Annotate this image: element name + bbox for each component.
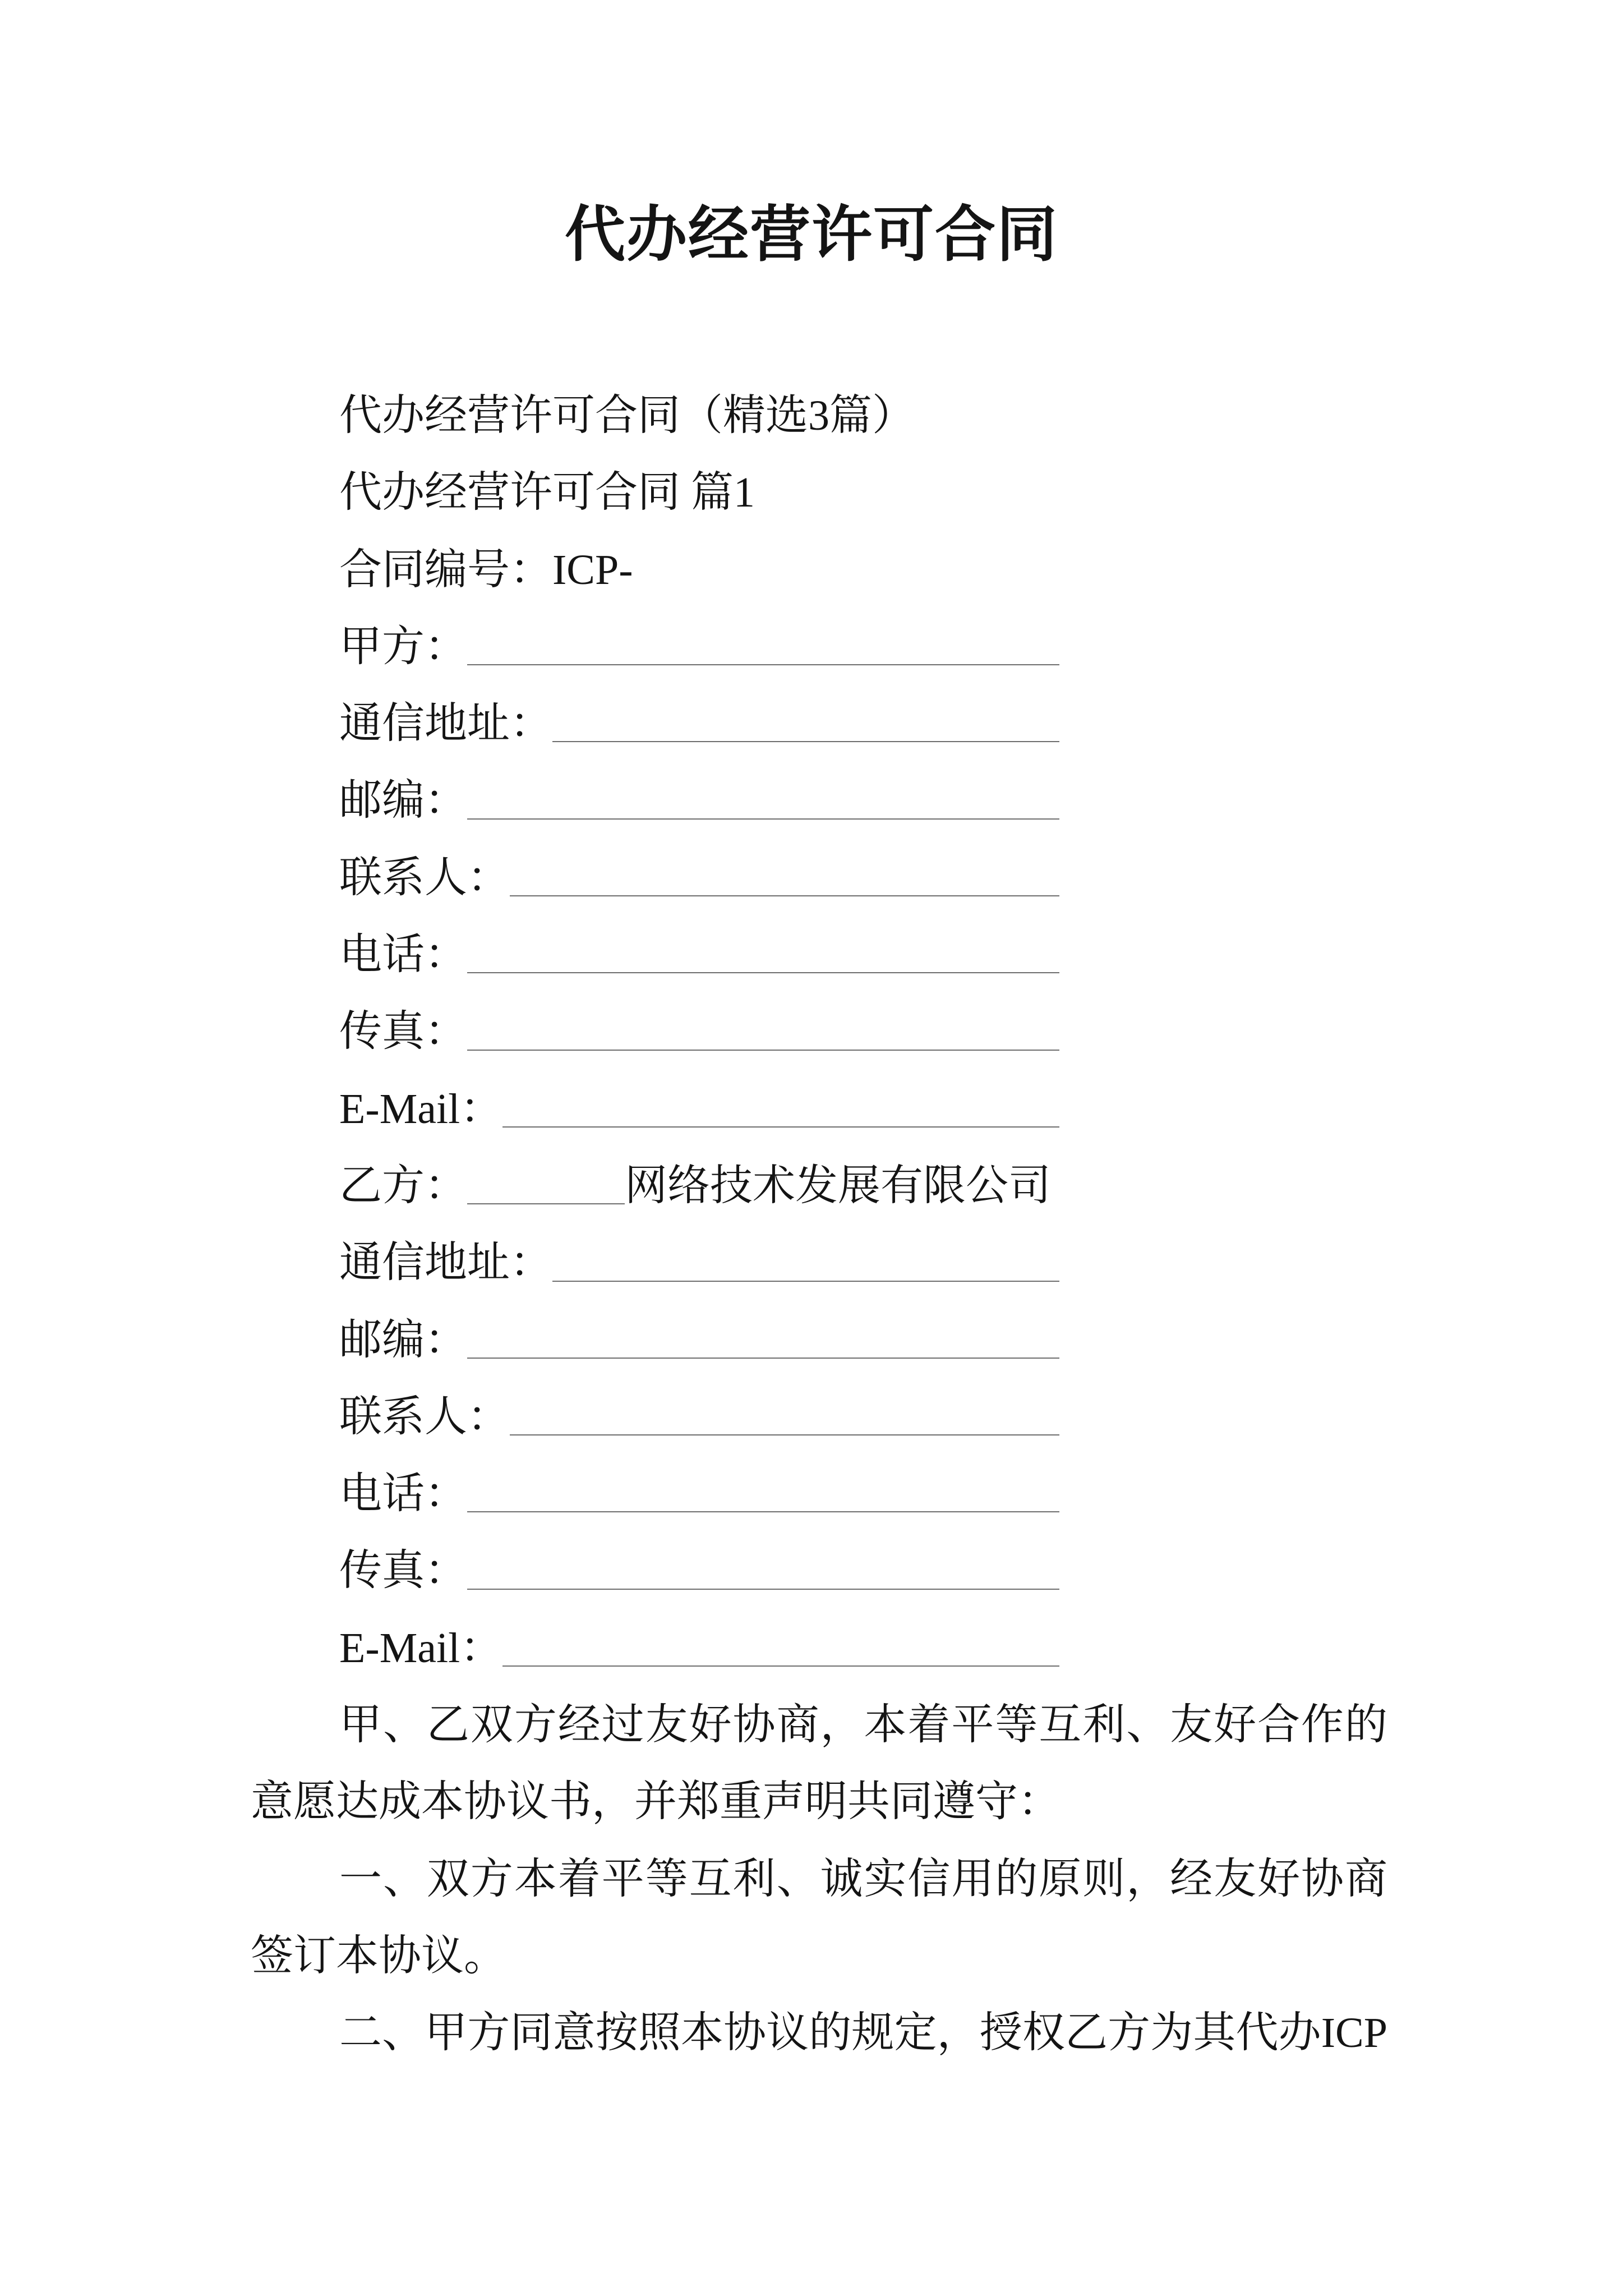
party-a-phone-field xyxy=(339,917,1059,993)
party-a-phone-blank xyxy=(467,972,1059,973)
party-a-email-field xyxy=(339,1071,1059,1148)
party-b-phone-blank xyxy=(467,1511,1059,1512)
party-b-postcode-field xyxy=(339,1302,1059,1379)
party-b-contact-field xyxy=(339,1379,1059,1456)
party-a-postcode-field xyxy=(339,762,1059,839)
party-a-name-field xyxy=(339,609,1059,685)
party-a-email-blank xyxy=(502,1126,1059,1128)
party-a-phone-label: 电话： xyxy=(339,931,467,979)
paragraph-2-line-1: 一、双方本着平等互利、诚实信用的原则，经友好协商 xyxy=(339,1855,1387,1903)
party-a-fax-field xyxy=(339,993,1059,1070)
party-a-name-blank xyxy=(467,664,1059,665)
party-b-email-field xyxy=(339,1610,1059,1687)
document-body xyxy=(251,378,1387,2072)
party-a-postcode-blank xyxy=(467,818,1059,820)
document-title: 代办经营许可合同 xyxy=(564,202,1058,269)
party-b-name-blank xyxy=(467,1203,625,1204)
party-b-company-suffix: 网络技术发展有限公司 xyxy=(625,1162,1051,1209)
document-subtitle: 代办经营许可合同（精选3篇） xyxy=(339,392,915,439)
party-b-fax-field xyxy=(339,1533,1059,1609)
paragraph-1-line-2: 意愿达成本协议书，并郑重声明共同遵守： xyxy=(251,1778,1061,1826)
party-a-contact-blank xyxy=(510,895,1059,896)
party-b-phone-field xyxy=(339,1456,1059,1533)
party-a-address-blank xyxy=(552,741,1059,742)
party-a-fax-label: 传真： xyxy=(339,1008,467,1056)
party-a-contact-label: 联系人： xyxy=(339,854,510,901)
party-b-email-label: E-Mail： xyxy=(339,1624,503,1672)
party-b-address-field xyxy=(339,1225,1059,1301)
party-a-address-field xyxy=(339,685,1059,762)
party-a-email-label: E-Mail： xyxy=(339,1085,503,1133)
party-b-postcode-label: 邮编： xyxy=(339,1316,467,1364)
party-b-postcode-blank xyxy=(467,1358,1059,1359)
party-b-phone-label: 电话： xyxy=(339,1470,467,1518)
party-a-postcode-label: 邮编： xyxy=(339,777,467,825)
section-heading: 代办经营许可合同 篇1 xyxy=(339,469,755,517)
contract-number: 合同编号：ICP- xyxy=(339,546,633,593)
party-a-fax-blank xyxy=(467,1050,1059,1051)
party-b-email-blank xyxy=(502,1665,1059,1667)
party-b-contact-label: 联系人： xyxy=(339,1393,510,1441)
party-b-name-label: 乙方： xyxy=(339,1162,467,1209)
party-a-name-label: 甲方： xyxy=(339,623,467,670)
party-b-contact-blank xyxy=(510,1434,1059,1435)
party-b-fax-label: 传真： xyxy=(339,1547,467,1595)
party-a-address-label: 通信地址： xyxy=(339,700,552,748)
party-b-fax-blank xyxy=(467,1589,1059,1590)
party-b-name-field xyxy=(339,1148,1059,1225)
paragraph-3-line-1: 二、甲方同意按照本协议的规定，授权乙方为其代办ICP xyxy=(339,2009,1387,2057)
paragraph-1-line-1: 甲、乙双方经过友好协商，本着平等互利、友好合作的 xyxy=(339,1701,1387,1749)
party-a-contact-field xyxy=(339,840,1059,917)
party-b-address-blank xyxy=(552,1281,1059,1282)
party-b-address-label: 通信地址： xyxy=(339,1239,552,1287)
paragraph-2-line-2: 签订本协议。 xyxy=(251,1932,506,1980)
